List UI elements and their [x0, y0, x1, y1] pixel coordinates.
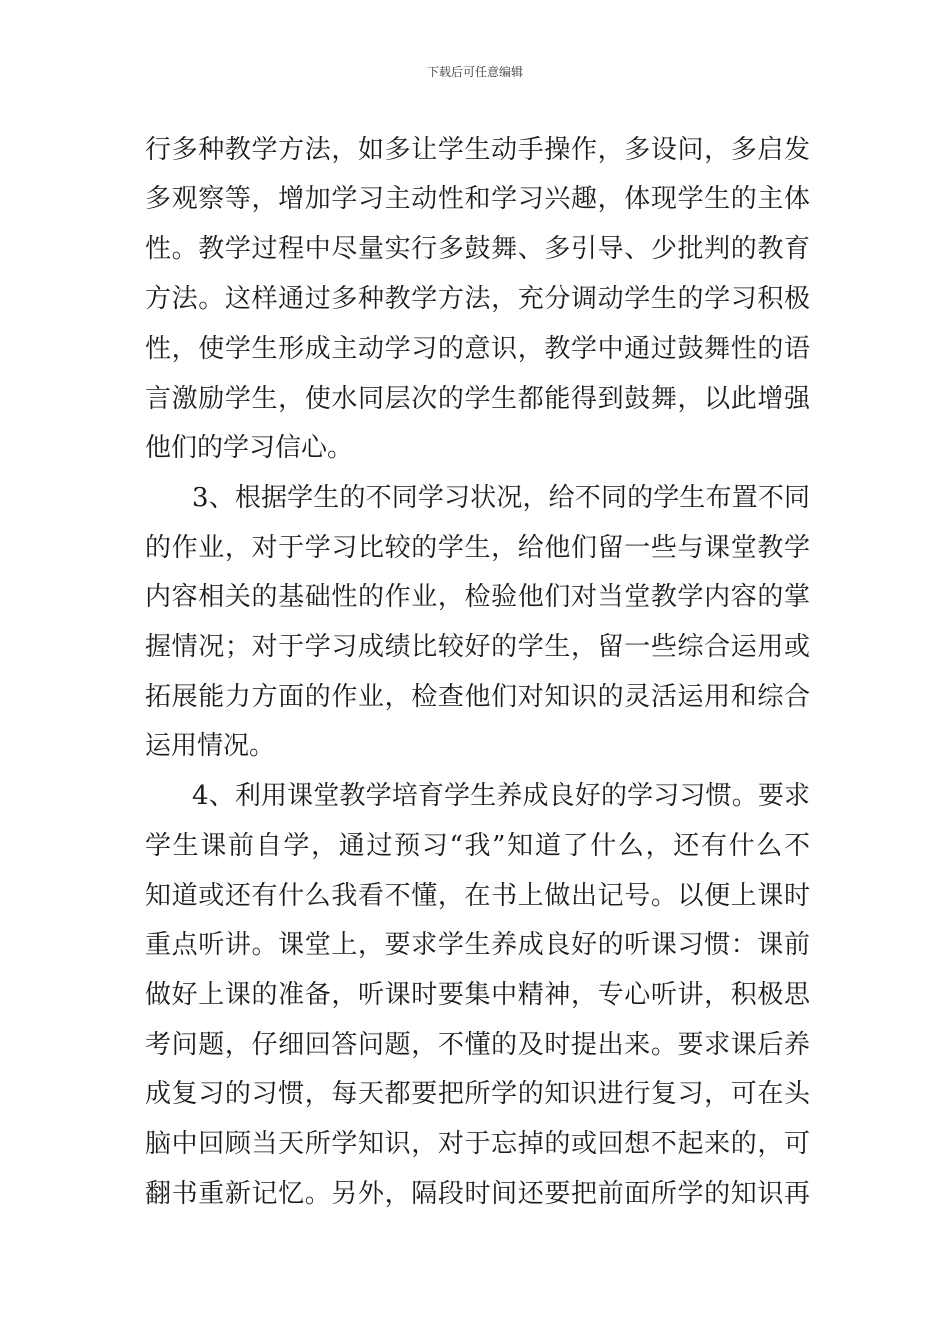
text-line: 言激励学生，使水同层次的学生都能得到鼓舞，以此增强: [145, 384, 810, 414]
text-line: 他们的学习信心。: [145, 433, 354, 463]
text-line: 性。教学过程中尽量实行多鼓舞、多引导、少批判的教育: [145, 234, 810, 264]
paragraph-4-first-line: 4、利用课堂教学培育学生养成良好的学习习惯。要求: [192, 781, 810, 811]
text-line: 方法。这样通过多种教学方法，充分调动学生的学习积极: [145, 284, 810, 314]
text-line: 内容相关的基础性的作业，检验他们对当堂教学内容的掌: [145, 582, 810, 612]
text-line: 翻书重新记忆。另外，隔段时间还要把前面所学的知识再: [145, 1179, 810, 1209]
text-line: 拓展能力方面的作业，检查他们对知识的灵活运用和综合: [145, 682, 810, 712]
text-line: 做好上课的准备，听课时要集中精神，专心听讲，积极思: [145, 980, 810, 1010]
text-line: 的作业，对于学习比较的学生，给他们留一些与课堂教学: [145, 533, 810, 563]
text-line: 成复习的习惯，每天都要把所学的知识进行复习，可在头: [145, 1079, 810, 1109]
text-line: 学生课前自学，通过预习“我”知道了什么，还有什么不: [145, 831, 810, 861]
page-header-note: 下载后可任意编辑: [426, 65, 523, 79]
text-line: 知道或还有什么我看不懂，在书上做出记号。以便上课时: [145, 881, 810, 911]
text-line: 脑中回顾当天所学知识，对于忘掉的或回想不起来的，可: [145, 1129, 810, 1159]
text-line: 行多种教学方法，如多让学生动手操作，多设问，多启发: [145, 135, 810, 165]
text-line: 握情况；对于学习成绩比较好的学生，留一些综合运用或: [145, 632, 810, 662]
text-line: 性，使学生形成主动学习的意识，教学中通过鼓舞性的语: [145, 334, 810, 364]
text-line: 运用情况。: [145, 731, 276, 761]
paragraph-3-first-line: 3、根据学生的不同学习状况，给不同的学生布置不同: [192, 483, 810, 513]
text-line: 考问题，仔细回答问题，不懂的及时提出来。要求课后养: [145, 1030, 810, 1060]
text-line: 多观察等，增加学习主动性和学习兴趣，体现学生的主体: [145, 184, 810, 214]
text-line: 重点听讲。课堂上，要求学生养成良好的听课习惯：课前: [145, 930, 810, 960]
